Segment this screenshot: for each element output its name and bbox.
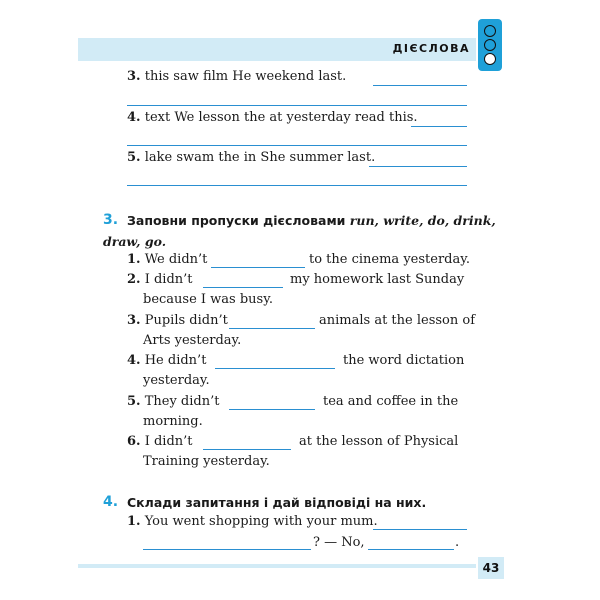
answer-line[interactable] — [411, 126, 467, 127]
exercise-item — [127, 69, 346, 85]
item-text: this saw film He weekend last. — [144, 69, 347, 84]
exercise-item — [127, 252, 207, 268]
item-number: 6. — [127, 434, 141, 449]
item-text: my homework last Sunday — [290, 272, 465, 287]
exercise-number: 4. — [103, 494, 119, 510]
exercise-item — [127, 313, 228, 329]
item-text: text We lesson the at yesterday read this. — [144, 110, 418, 125]
section-header — [78, 38, 476, 61]
item-text: I didn’t — [144, 434, 193, 449]
item-text: to the cinema yesterday. — [309, 252, 470, 267]
item-number: 1. — [127, 514, 141, 529]
item-text: We didn’t — [144, 252, 208, 267]
exercise-item — [127, 110, 418, 126]
answer-line[interactable] — [373, 85, 467, 86]
answer-line[interactable] — [229, 409, 315, 410]
item-text: Pupils didn’t — [144, 313, 228, 328]
item-number: 4. — [127, 353, 141, 368]
level-dot-filled — [484, 25, 496, 37]
item-text: Training yesterday. — [143, 454, 270, 469]
item-number: 4. — [127, 110, 141, 125]
item-number: 1. — [127, 252, 141, 267]
footer-bar — [78, 564, 476, 568]
item-text: because I was busy. — [143, 292, 273, 307]
exercise-item — [127, 272, 193, 288]
answer-line[interactable] — [369, 166, 467, 167]
section-title: ДІЄСЛОВА — [392, 42, 470, 55]
answer-line[interactable] — [143, 549, 311, 550]
answer-line[interactable] — [203, 449, 291, 450]
item-text: ? — No, — [313, 535, 365, 550]
verb-list: run, write, do, drink, — [349, 213, 496, 228]
page-number: 43 — [478, 557, 504, 579]
item-number: 2. — [127, 272, 141, 287]
item-text: animals at the lesson of — [319, 313, 476, 328]
item-text: yesterday. — [143, 373, 210, 388]
exercise-item — [127, 434, 193, 450]
exercise-instruction: Склади запитання і дай відповіді на них. — [127, 495, 427, 510]
item-number: 3. — [127, 69, 141, 84]
item-text: . — [455, 535, 460, 550]
exercise-number: 3. — [103, 212, 119, 228]
item-text: Arts yesterday. — [143, 333, 242, 348]
answer-line[interactable] — [368, 549, 454, 550]
exercise-item — [127, 353, 206, 369]
item-text: lake swam the in She summer last. — [144, 150, 376, 165]
item-text: tea and coffee in the — [323, 394, 459, 409]
item-text: the word dictation — [343, 353, 465, 368]
item-text: You went shopping with your mum. — [144, 514, 378, 529]
answer-line[interactable] — [127, 145, 467, 146]
answer-line[interactable] — [373, 529, 467, 530]
exercise-item — [127, 150, 375, 166]
item-text: I didn’t — [144, 272, 193, 287]
exercise-instruction — [127, 213, 496, 228]
item-number: 5. — [127, 150, 141, 165]
answer-line[interactable] — [215, 368, 335, 369]
item-number: 3. — [127, 313, 141, 328]
item-text: at the lesson of Physical — [299, 434, 459, 449]
instruction-text: Заповни пропуски дієсловами — [127, 213, 350, 228]
answer-line[interactable] — [211, 267, 305, 268]
answer-line[interactable] — [127, 185, 467, 186]
item-number: 5. — [127, 394, 141, 409]
item-text: He didn’t — [144, 353, 207, 368]
item-text: morning. — [143, 414, 203, 429]
exercise-item — [127, 514, 378, 530]
answer-line[interactable] — [203, 287, 283, 288]
verb-list: draw, go. — [103, 234, 167, 249]
level-dot-filled — [484, 39, 496, 51]
level-dot-empty — [484, 53, 496, 65]
level-indicator — [478, 19, 502, 71]
answer-line[interactable] — [229, 328, 315, 329]
exercise-instruction-cont — [103, 234, 166, 249]
exercise-item — [127, 394, 219, 410]
item-text: They didn’t — [144, 394, 220, 409]
answer-line[interactable] — [127, 105, 467, 106]
